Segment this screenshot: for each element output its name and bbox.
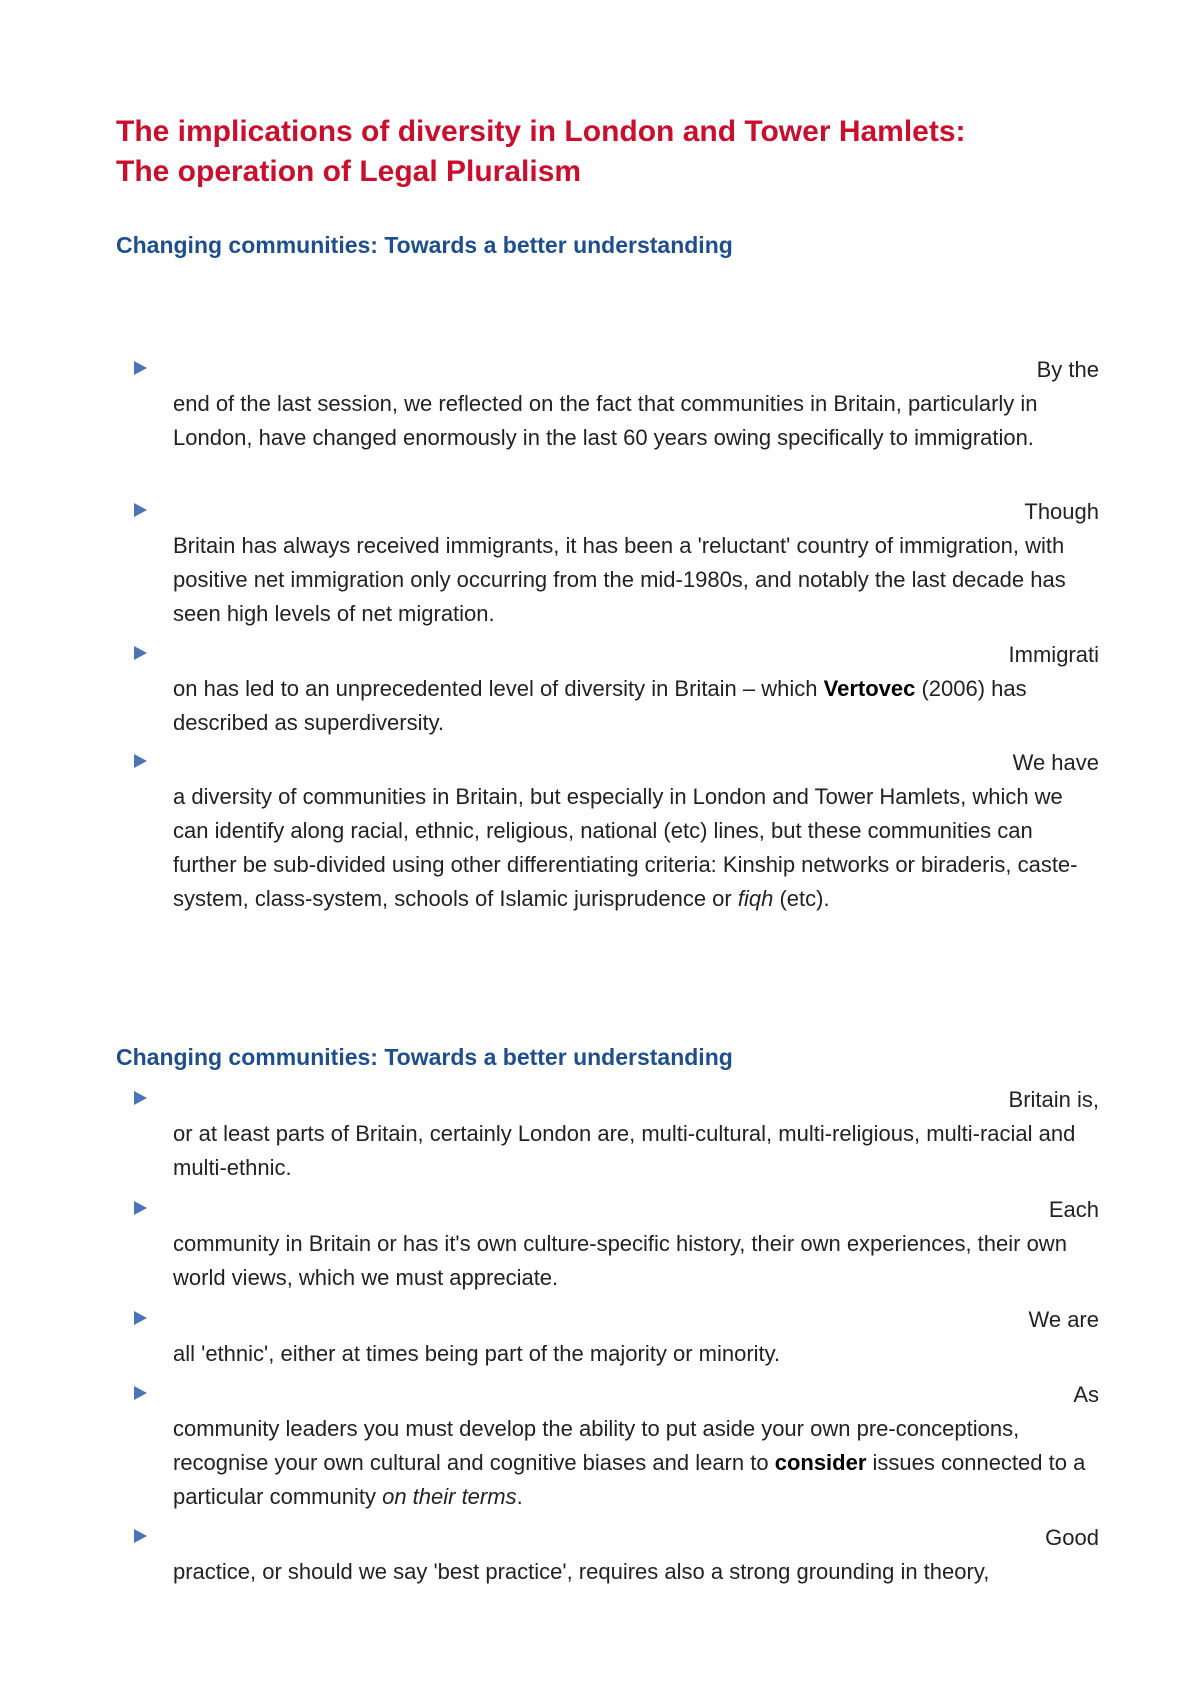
bullet-text	[173, 1193, 1099, 1295]
bullet-body-end: .	[516, 1484, 523, 1509]
italic-term: on their terms	[382, 1484, 517, 1509]
bullet-lead: Each	[1048, 1197, 1099, 1222]
bullet-body: all 'ethnic', either at times being part of the majority or minority.	[173, 1341, 781, 1366]
bullet-lead: We have	[1012, 750, 1099, 775]
bullet-body-start: community leaders you must develop the ability to put aside your own pre-conceptions, recognise your own cultural and cognitive biases and learn to	[173, 1416, 1020, 1475]
bullet-lead: Immigrati	[1008, 642, 1099, 667]
bullet-text	[173, 746, 1099, 916]
bullet-lead: By the	[1036, 357, 1099, 382]
italic-term: fiqh	[737, 886, 774, 911]
bullet-body-end: (2006) has described as superdiversity.	[173, 676, 1027, 735]
bullet-body: Britain has always received immigrants, it has been a 'reluctant' country of immigration, with positive net immigration only occurring from the mid-1980s, and notably the last decade has seen high levels of net migration.	[173, 533, 1066, 626]
bullet-body-end: (etc).	[773, 886, 830, 911]
section-1-heading: Changing communities: Towards a better understanding	[116, 232, 733, 258]
document-title	[116, 112, 1116, 192]
bullet-body-start: a diversity of communities in Britain, but especially in London and Tower Hamlets, which we can identify along racial, ethnic, religious, national (etc) lines, but these communities can further be sub-divided using other differentiating criteria: Kinship networks or biraderis, caste-system, class-system, schools of Islamic jurisprudence or	[173, 784, 1078, 911]
bullet-text	[173, 638, 1099, 740]
triangle-bullet-icon	[134, 754, 147, 768]
bullet-lead: Though	[1024, 499, 1099, 524]
bullet-text	[173, 353, 1099, 455]
triangle-bullet-icon	[134, 503, 147, 517]
triangle-bullet-icon	[134, 361, 147, 375]
triangle-bullet-icon	[134, 1311, 147, 1325]
section-2-heading: Changing communities: Towards a better understanding	[116, 1044, 733, 1070]
triangle-bullet-icon	[134, 1091, 147, 1105]
bullet-body: community in Britain or has it's own culture-specific history, their own experiences, their own world views, which we must appreciate.	[173, 1231, 1067, 1290]
triangle-bullet-icon	[134, 646, 147, 660]
bullet-text	[173, 1521, 1099, 1589]
bullet-text	[173, 1083, 1099, 1185]
bullet-lead: As	[1073, 1382, 1099, 1407]
bullet-body: end of the last session, we reflected on the fact that communities in Britain, particularly in London, have changed enormously in the last 60 years owing specifically to immigration.	[173, 391, 1038, 450]
bullet-body: or at least parts of Britain, certainly London are, multi-cultural, multi-religious, multi-racial and multi-ethnic.	[173, 1121, 1076, 1180]
bullet-text	[173, 1303, 1099, 1371]
bullet-body-start: on has led to an unprecedented level of diversity in Britain – which	[173, 676, 824, 701]
triangle-bullet-icon	[134, 1201, 147, 1215]
triangle-bullet-icon	[134, 1529, 147, 1543]
bullet-text	[173, 495, 1099, 631]
title-line-2: The operation of Legal Pluralism	[116, 155, 582, 188]
author-name: Vertovec	[823, 676, 916, 701]
bullet-text	[173, 1378, 1099, 1514]
bullet-lead: Good	[1045, 1525, 1099, 1550]
bold-term: consider	[774, 1450, 867, 1475]
triangle-bullet-icon	[134, 1386, 147, 1400]
bullet-body-middle: issues connected to a particular community	[173, 1450, 1086, 1509]
bullet-lead: Britain is,	[1008, 1087, 1099, 1112]
bullet-lead: We are	[1028, 1307, 1099, 1332]
bullet-body: practice, or should we say 'best practice', requires also a strong grounding in theory,	[173, 1559, 990, 1584]
title-line-1: The implications of diversity in London and Tower Hamlets:	[116, 115, 966, 148]
